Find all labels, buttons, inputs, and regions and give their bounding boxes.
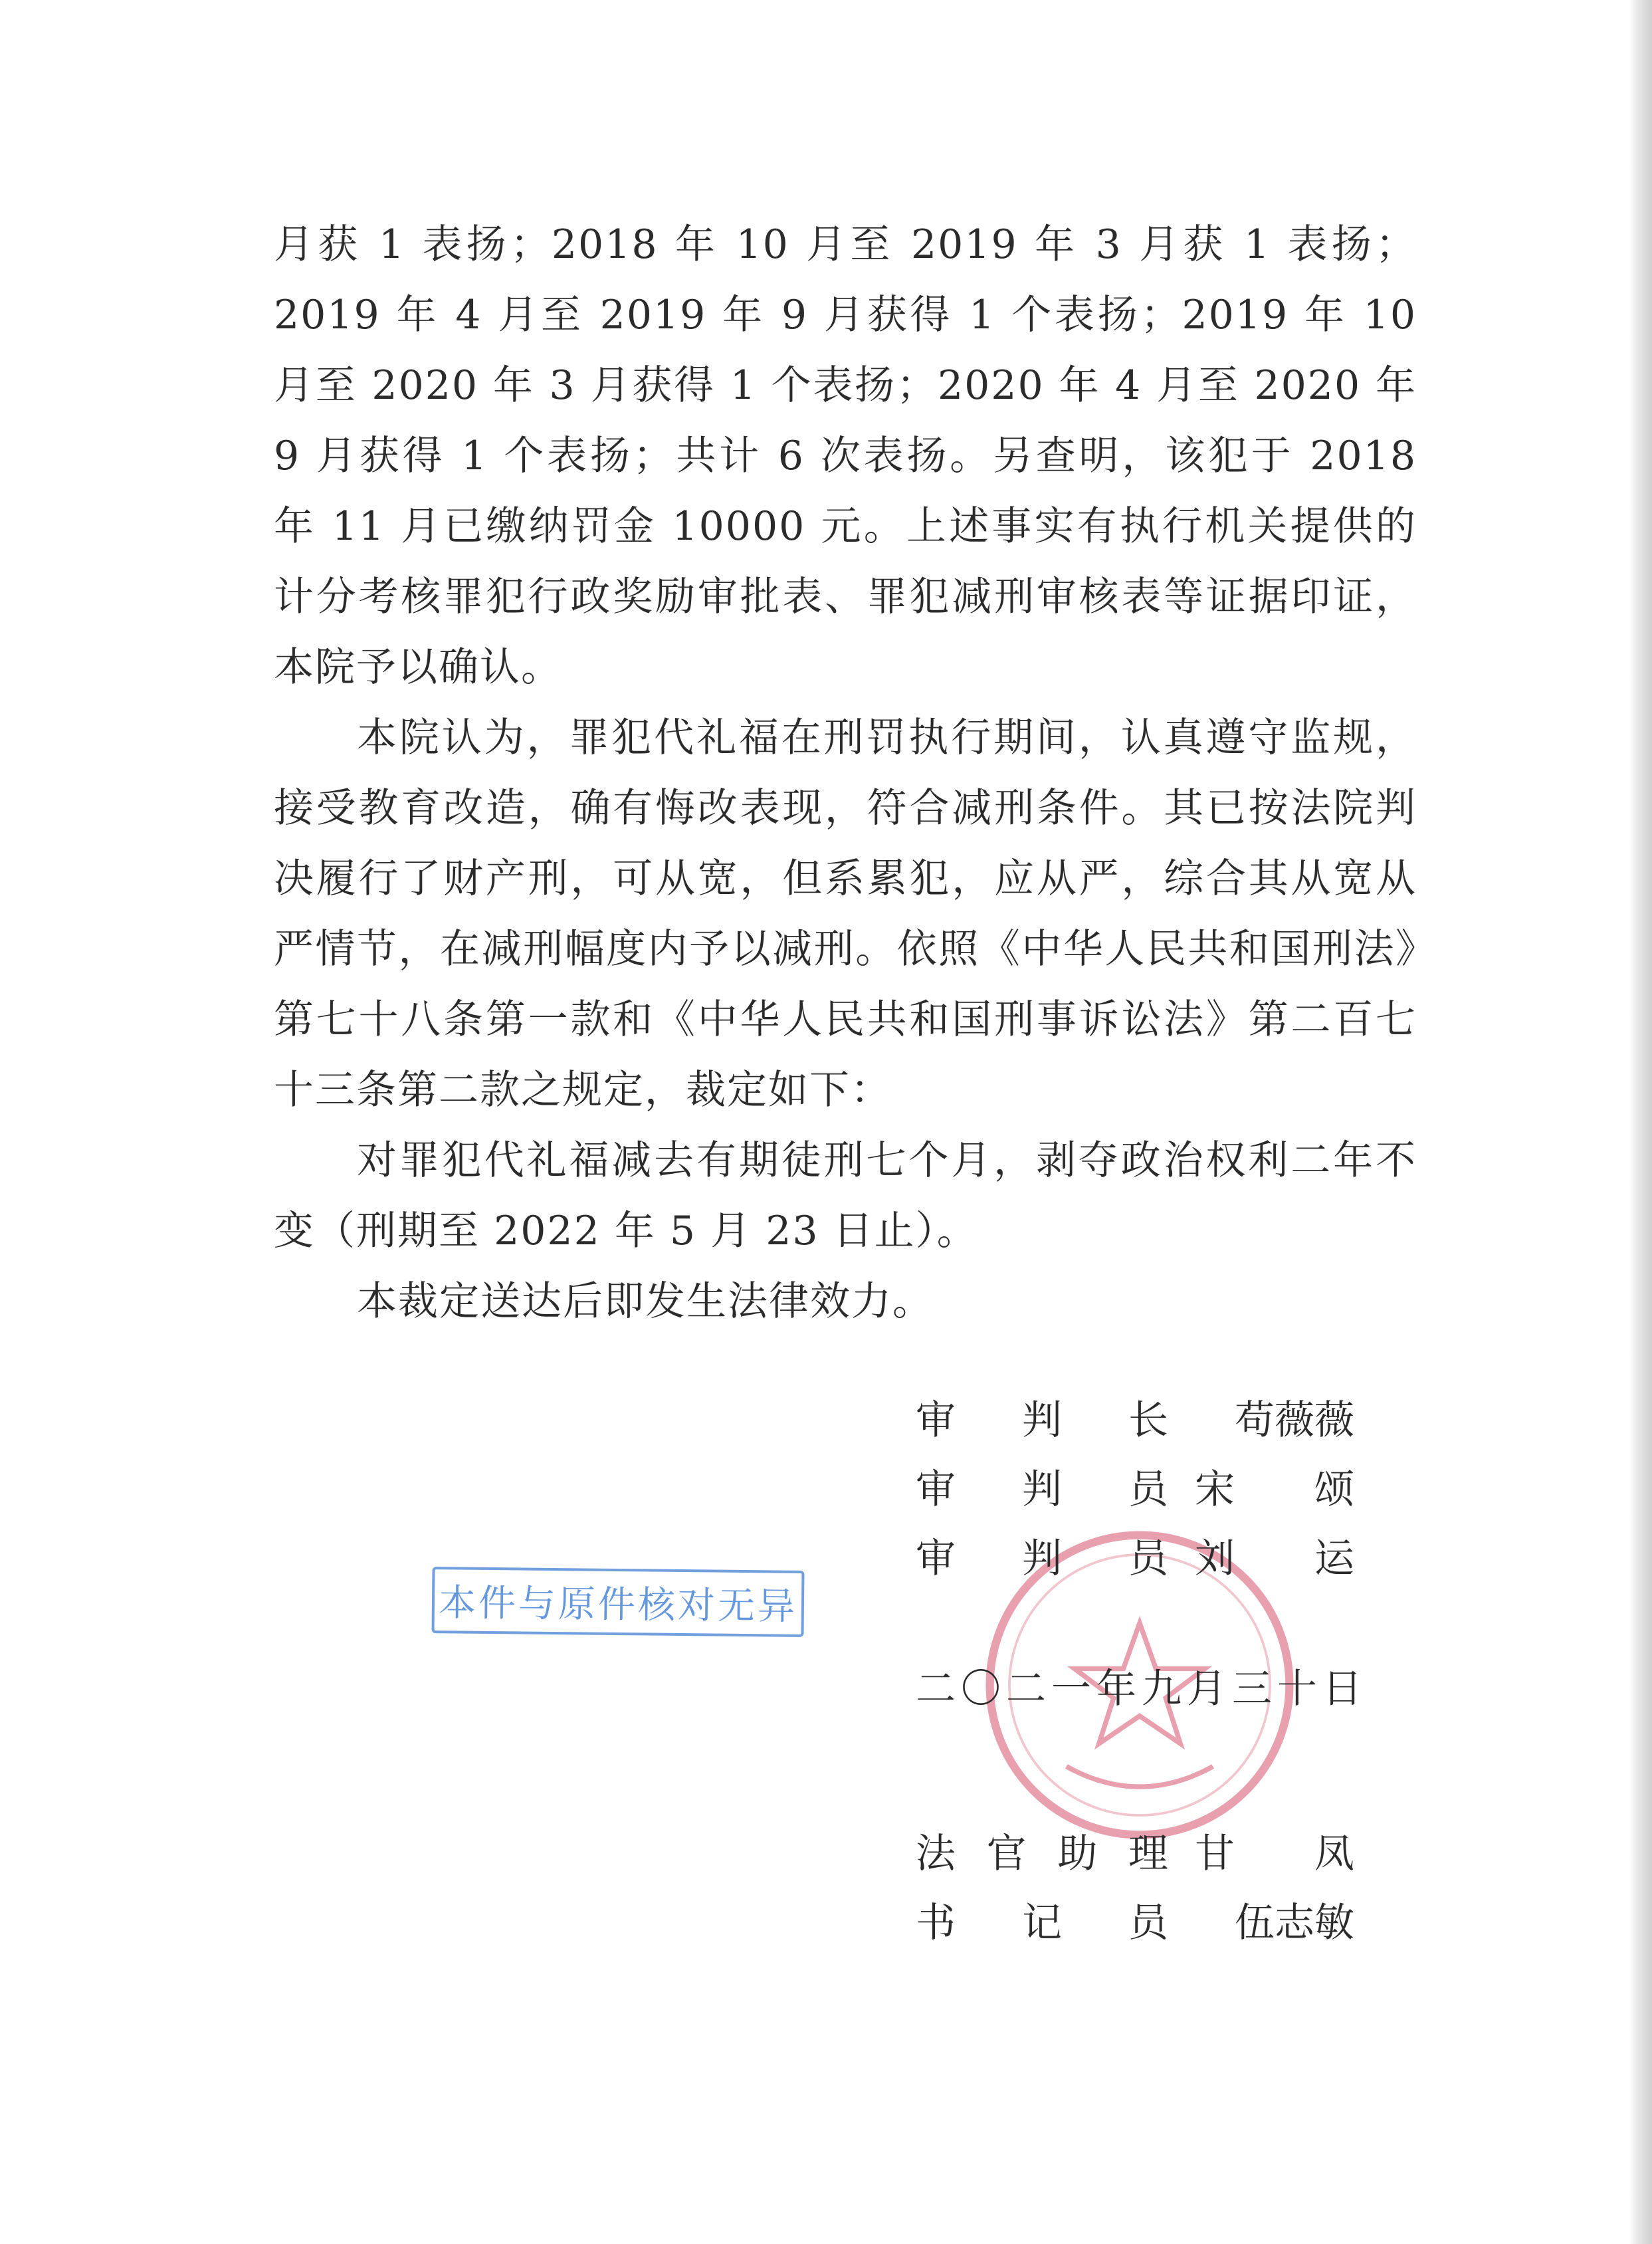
role-char: 审 <box>916 1535 956 1582</box>
role-char: 员 <box>1128 1535 1168 1582</box>
role-char: 书 <box>916 1900 956 1946</box>
role-char: 长 <box>1128 1397 1168 1444</box>
ruling-body <box>274 209 1417 1337</box>
role-char: 员 <box>1128 1900 1168 1946</box>
signature-row-judge <box>916 1452 1354 1521</box>
role-char: 记 <box>1022 1900 1062 1946</box>
assistant-name-char: 甘 <box>1195 1831 1235 1877</box>
signature-row-judge <box>916 1521 1354 1590</box>
judge-name-char: 颂 <box>1314 1466 1354 1513</box>
judges-signature-block <box>916 1383 1354 1590</box>
role-char: 理 <box>1128 1831 1168 1877</box>
paragraph-opinion: 本院认为，罪犯代礼福在刑罚执行期间，认真遵守监规，接受教育改造，确有悔改表现，符合减刑条件。其已按法院判决履行了财产刑，可从宽，但系累犯，应从严，综合其从宽从严情节，在减刑幅度内予以减刑。依照《中华人民共和国刑法》第七十八条第一款和《中华人民共和国刑事诉讼法》第二百七十三条第二款之规定，裁定如下： <box>274 715 1417 1113</box>
judge-name: 苟薇薇 <box>1235 1397 1354 1444</box>
signature-row-clerk <box>916 1885 1354 1954</box>
verified-copy-stamp: 本件与原件核对无异 <box>431 1567 804 1637</box>
paragraph-facts: 月获 1 表扬；2018 年 10 月至 2019 年 3 月获 1 表扬；2019 年 4 月至 2019 年 9 月获得 1 个表扬；2019 年 10 月至 2020 年 3 月获得 1 个表扬；2020 年 4 月至 2020 年 9 月获得 1 个表扬；共计 6 次表扬。另查明，该犯于 2018 年 11 月已缴纳罚金 10000 元。上述事实有执行机关提供的计分考核罪犯行政奖励审批表、罪犯减刑审核表等证据印证，本院予以确认。 <box>274 221 1417 691</box>
role-char: 判 <box>1022 1466 1062 1513</box>
role-char: 员 <box>1128 1466 1168 1513</box>
judge-name-char: 运 <box>1314 1535 1354 1582</box>
judge-name-char: 宋 <box>1195 1466 1235 1513</box>
role-char: 法 <box>916 1831 956 1877</box>
paragraph-effect: 本裁定送达后即发生法律效力。 <box>357 1278 934 1325</box>
role-char: 官 <box>986 1831 1027 1877</box>
signature-row-judge-assistant <box>916 1816 1354 1885</box>
assistant-name-char: 凤 <box>1314 1831 1354 1877</box>
clerk-name: 伍志敏 <box>1235 1900 1354 1946</box>
role-char: 判 <box>1022 1535 1062 1582</box>
role-char: 审 <box>916 1397 956 1444</box>
role-char: 助 <box>1057 1831 1098 1877</box>
role-char: 审 <box>916 1466 956 1513</box>
scan-edge <box>1629 0 1652 2244</box>
ruling-date: 二〇二一年九月三十日 <box>916 1666 1368 1712</box>
signature-row-presiding-judge <box>916 1383 1354 1452</box>
clerk-signature-block <box>916 1816 1354 1954</box>
paragraph-ruling: 对罪犯代礼福减去有期徒刑七个月，剥夺政治权利二年不变（刑期至 2022 年 5 月 23 日止）。 <box>274 1137 1417 1254</box>
role-char: 判 <box>1022 1397 1062 1444</box>
judge-name-char: 刘 <box>1195 1535 1235 1582</box>
